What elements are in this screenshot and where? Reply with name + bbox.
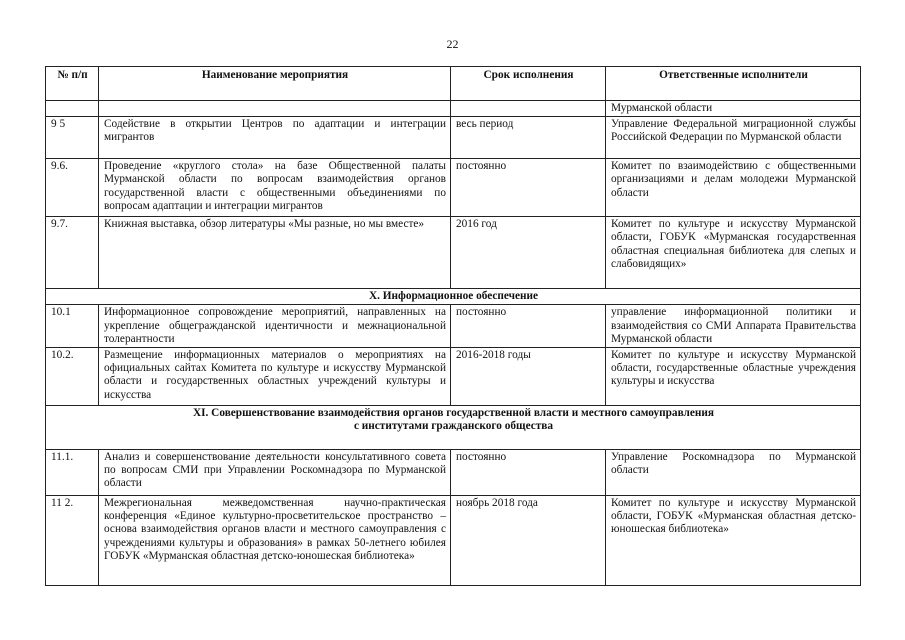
header-num: № п/п [46,67,99,101]
row-term: 2016-2018 годы [451,348,606,406]
header-resp: Ответственные исполнители [606,67,861,101]
row-name: Размещение информационных материалов о мероприятиях на официальных сайтах Комитета по культуре и искусству Мурманской области и государственных областных учреждений культуры и искусства [99,348,451,406]
table-row [46,450,861,496]
section-title [46,406,861,450]
row-resp: управление информационной политики и взаимодействия со СМИ Аппарата Правительства Мурманской области [606,305,861,348]
row-name: Проведение «круглого стола» на базе Общественной палаты Мурманской области по вопросам взаимодействия органов государственной власти с общественными объединениями по вопросам адаптации и интеграции мигрантов [99,159,451,217]
row-resp: Комитет по культуре и искусству Мурманской области, государственные областные учреждения культуры и искусства [606,348,861,406]
table-row [46,496,861,586]
row-num: 10.1 [46,305,99,348]
table-row [46,348,861,406]
row-num: 9 5 [46,117,99,159]
section-title: X. Информационное обеспечение [46,289,861,305]
row-name: Межрегиональная межведомственная научно-практическая конференция «Единое культурно-просветительское пространство – основа взаимодействия органов власти и местного самоуправления с учреждениями культуры и образования» в рамках 50-летнего юбилея ГОБУК «Мурманская областная детско-юношеская библиотека» [99,496,451,586]
row-num: 9.7. [46,217,99,289]
section-row [46,289,861,305]
row-name: Анализ и совершенствование деятельности консультативного совета по вопросам СМИ при Управлении Роскомнадзора по Мурманской области [99,450,451,496]
row-num: 9.6. [46,159,99,217]
table-row [46,101,861,117]
row-name: Содействие в открытии Центров по адаптации и интеграции мигрантов [99,117,451,159]
section-row [46,406,861,450]
row-num: 10.2. [46,348,99,406]
row-resp: Мурманской области [606,101,861,117]
row-term: ноябрь 2018 года [451,496,606,586]
section-title-line: XI. Совершенствование взаимодействия органов государственной власти и местного самоуправления [192,407,715,420]
row-name: Книжная выставка, обзор литературы «Мы разные, но мы вместе» [99,217,451,289]
row-num: 11.1. [46,450,99,496]
row-term: 2016 год [451,217,606,289]
row-resp: Комитет по культуре и искусству Мурманской области, ГОБУК «Мурманская областная детско-юношеская библиотека» [606,496,861,586]
row-resp: Управление Федеральной миграционной службы Российской Федерации по Мурманской области [606,117,861,159]
row-term: постоянно [451,305,606,348]
table-row [46,217,861,289]
section-title-line: с институтами гражданского общества [353,420,554,433]
row-term [451,101,606,117]
events-plan-table [45,66,861,586]
row-num: 11 2. [46,496,99,586]
row-term: постоянно [451,159,606,217]
row-resp: Комитет по взаимодействию с общественными организациями и делам молодежи Мурманской области [606,159,861,217]
row-name: Информационное сопровождение мероприятий, направленных на укрепление общегражданской идентичности и межнациональной толерантности [99,305,451,348]
table-row [46,159,861,217]
row-num [46,101,99,117]
row-term: постоянно [451,450,606,496]
header-term: Срок исполнения [451,67,606,101]
row-name [99,101,451,117]
row-resp: Комитет по культуре и искусству Мурманской области, ГОБУК «Мурманская государственная областная специальная библиотека для слепых и слабовидящих» [606,217,861,289]
header-name: Наименование мероприятия [99,67,451,101]
table-row [46,117,861,159]
row-term: весь период [451,117,606,159]
row-resp: Управление Роскомнадзора по Мурманской области [606,450,861,496]
table-row [46,305,861,348]
table-header-row [46,67,861,101]
page-number: 22 [446,37,459,51]
